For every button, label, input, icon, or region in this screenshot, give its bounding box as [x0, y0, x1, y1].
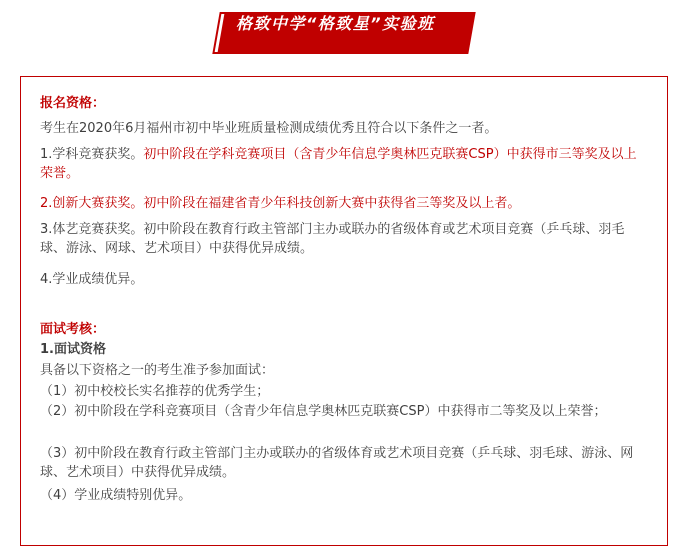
page-title: 格致中学“格致星”实验班	[236, 14, 435, 33]
interview-intro: 具备以下资格之一的考生准予参加面试：	[40, 363, 275, 378]
interview-subheading: 1.面试资格	[40, 342, 106, 357]
interview-heading: 面试考核：	[40, 322, 106, 337]
registration-item-4: 4.学业成绩优异。	[40, 272, 144, 287]
registration-item-1-prefix: 1.学科竞赛获奖。	[40, 147, 144, 162]
registration-item-1	[40, 145, 645, 183]
interview-item-3: （3）初中阶段在教育行政主管部门主办或联办的省级体育或艺术项目竞赛（乒乓球、羽毛球、游泳、网球、艺术项目）中获得优异成绩。	[40, 446, 634, 480]
registration-item-3: 3.体艺竞赛获奖。初中阶段在教育行政主管部门主办或联办的省级体育或艺术项目竞赛（乒乓球、羽毛球、游泳、网球、艺术项目）中获得优异成绩。	[40, 222, 625, 256]
interview-item-1: （1）初中校校长实名推荐的优秀学生；	[40, 384, 270, 399]
registration-intro: 考生在2020年6月福州市初中毕业班质量检测成绩优秀且符合以下条件之一者。	[40, 121, 498, 136]
interview-item-4: （4）学业成绩特别优异。	[40, 488, 192, 503]
registration-item-1-highlight: 初中阶段在学科竞赛项目（含青少年信息学奥林匹克联赛CSP）中获得市三等奖及以上荣誉。	[40, 147, 637, 181]
interview-item-2: （2）初中阶段在学科竞赛项目（含青少年信息学奥林匹克联赛CSP）中获得市二等奖及以上荣誉；	[40, 404, 607, 419]
registration-item-2: 2.创新大赛获奖。初中阶段在福建省青少年科技创新大赛中获得省三等奖及以上者。	[40, 196, 521, 211]
registration-heading: 报名资格：	[40, 96, 106, 111]
